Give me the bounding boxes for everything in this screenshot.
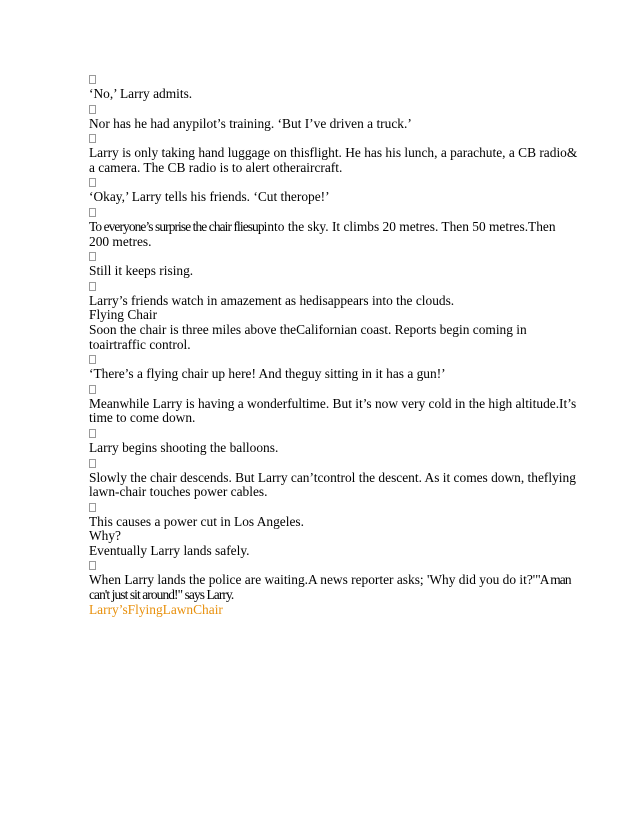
text-line: Larry is only taking hand luggage on thisflight. He has his lunch, a parachute, a CB radio& [89,145,578,161]
missing-glyph-icon [89,385,96,394]
missing-glyph-icon [89,503,96,512]
text-run: When Larry lands the police are waiting.A news reporter asks; 'Why did you do it?' [89,572,536,588]
missing-glyph-icon [89,75,96,84]
text-line: This causes a power cut in Los Angeles. [89,513,304,529]
text-line: ‘There’s a flying chair up here! And theguy sitting in it has a gun!’ [89,366,446,382]
text-line [89,220,559,235]
text-line: Still it keeps rising. [89,263,194,279]
condensed-text: "A man [535,572,571,588]
document-body [89,72,578,617]
footer-link[interactable]: Larry’sFlyingLawnChair [89,601,223,617]
text-line: Nor has he had anypilot’s training. ‘But I’ve driven a truck.’ [89,115,412,131]
text-line: can't just sit around!" says Larry. [89,587,234,603]
missing-glyph-icon [89,282,96,291]
missing-glyph-icon [89,105,96,114]
missing-glyph-icon [89,134,96,143]
text-line: ‘No,’ Larry admits. [89,86,193,101]
text-line: Eventually Larry lands safely. [89,542,250,558]
text-line: Slowly the chair descends. But Larry can’tcontrol the descent. As it comes down, theflying [89,469,576,485]
condensed-text: To everyone’s surprise the chair fliesup [89,218,264,234]
missing-glyph-icon [89,355,96,364]
text-line: lawn-chair touches power cables. [89,484,268,500]
text-line: Larry begins shooting the balloons. [89,439,279,455]
text-line: a camera. The CB radio is to alert otheraircraft. [89,159,343,175]
text-run: into the sky. It climbs 20 metres. Then 50 metres.Then [263,218,556,234]
missing-glyph-icon [89,178,96,187]
text-line: Soon the chair is three miles above theCalifornian coast. Reports begin coming in [89,321,527,337]
text-line: Larry’s friends watch in amazement as hedisappears into the clouds. [89,292,455,308]
text-line: toairtraffic control. [89,336,191,352]
text-line: Why? [89,528,121,544]
missing-glyph-icon [89,459,96,468]
text-line: time to come down. [89,410,196,426]
missing-glyph-icon [89,429,96,438]
missing-glyph-icon [89,252,96,261]
text-line: ‘Okay,’ Larry tells his friends. ‘Cut therope!’ [89,189,330,205]
section-heading: Flying Chair [89,307,158,323]
text-line [89,572,571,588]
missing-glyph-icon [89,208,96,217]
text-line: 200 metres. [89,233,152,249]
text-line: Meanwhile Larry is having a wonderfultime. But it’s now very cold in the high altitude.It’s [89,395,577,411]
missing-glyph-icon [89,561,96,570]
